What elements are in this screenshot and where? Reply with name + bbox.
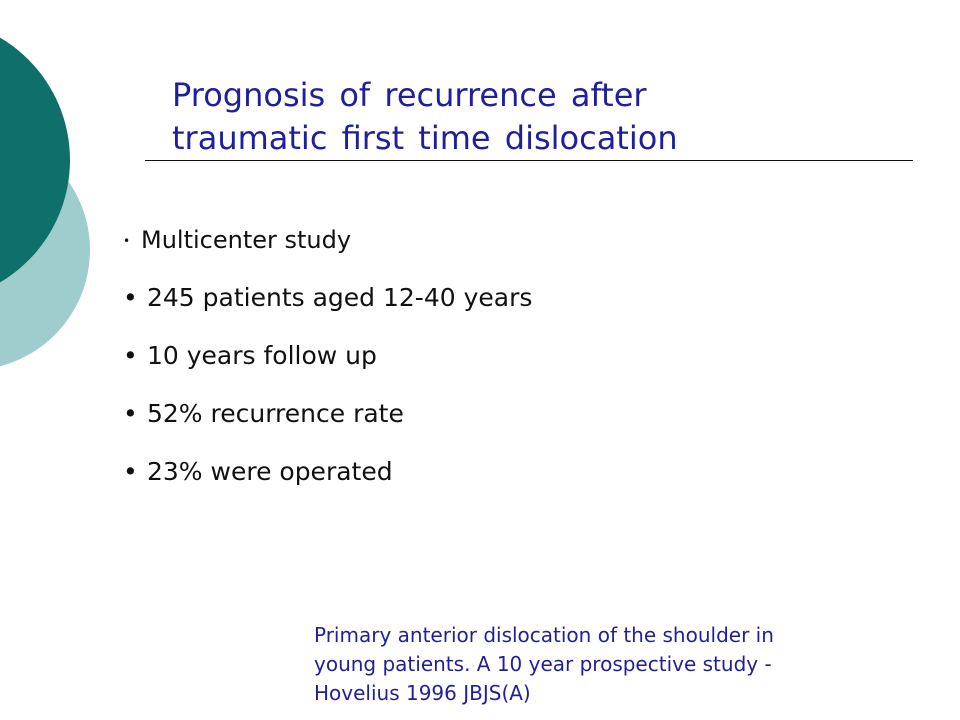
bullet-text: 23% were operated: [147, 457, 393, 486]
bullet-item: [123, 225, 532, 255]
bullet-item: [123, 283, 532, 313]
bullet-item: [123, 399, 532, 429]
title-line-1: Prognosis of recurrence after: [172, 76, 647, 114]
bullet-dot-icon: •: [123, 283, 138, 312]
reference-line-2: young patients. A 10 year prospective study -: [314, 652, 772, 676]
bullet-dot-icon: •: [123, 457, 138, 486]
bullet-item: [123, 341, 532, 371]
bullet-dot-icon: •: [123, 399, 138, 428]
title-line-2: traumatic first time dislocation: [172, 119, 678, 157]
bullet-text: 245 patients aged 12-40 years: [147, 283, 533, 312]
bullet-text: Multicenter study: [141, 226, 352, 254]
slide-title: [172, 74, 912, 160]
bullet-text: 52% recurrence rate: [147, 399, 404, 428]
bullet-item: [123, 457, 532, 487]
bullet-text: 10 years follow up: [147, 341, 377, 370]
bullet-dot-icon: •: [123, 341, 138, 370]
bullet-list: [123, 225, 532, 515]
reference-line-1: Primary anterior dislocation of the shoulder in: [314, 623, 774, 647]
title-underline: [145, 160, 913, 161]
reference-line-3: Hovelius 1996 JBJS(A): [314, 681, 531, 705]
reference-citation: [314, 621, 954, 708]
bullet-dot-icon: •: [123, 234, 131, 248]
